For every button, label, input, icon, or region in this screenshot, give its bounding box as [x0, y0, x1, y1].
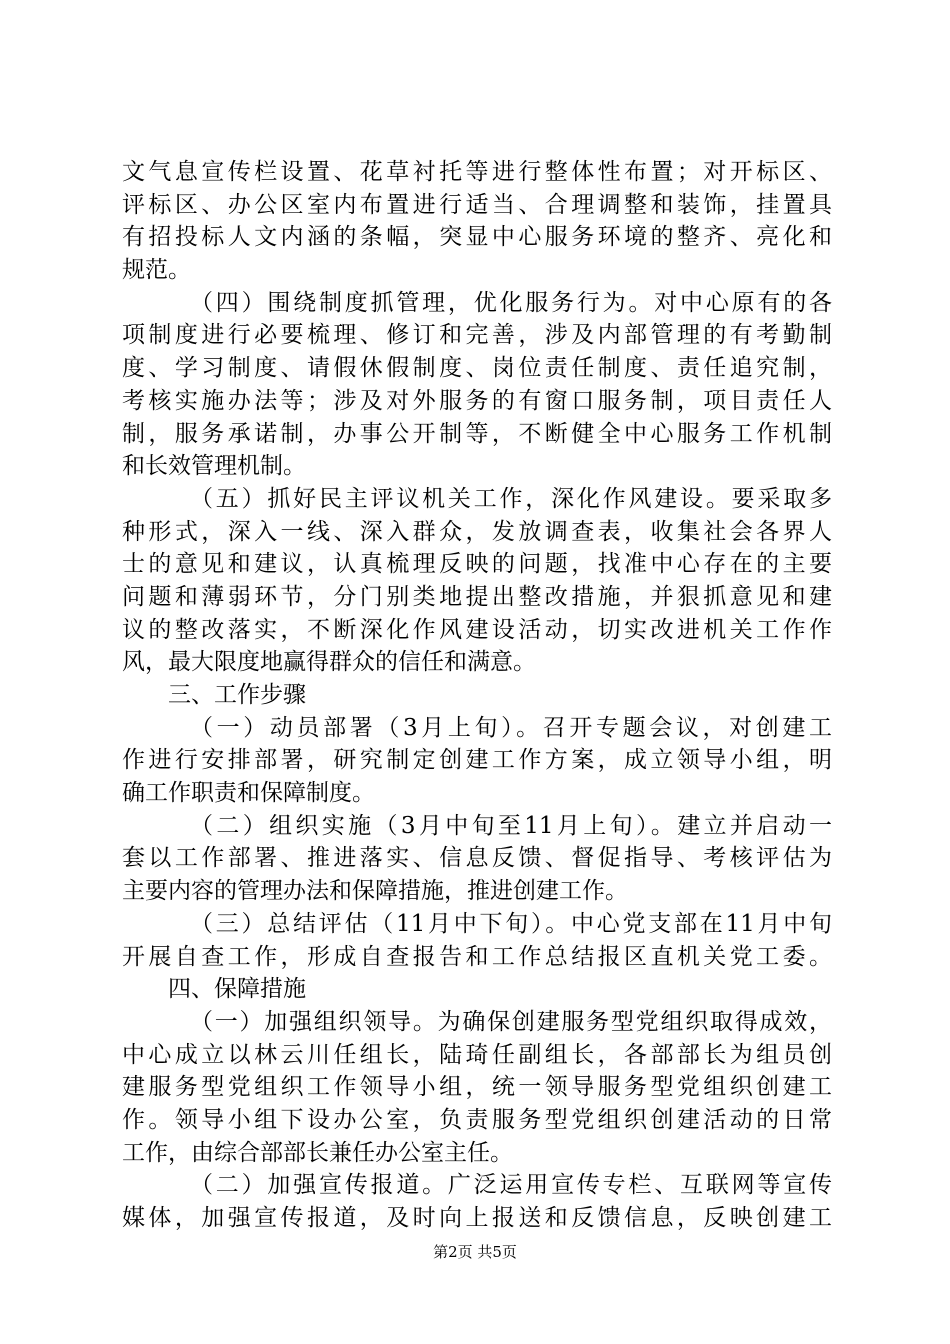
- body-line-25: 开展自查工作，形成自查报告和工作总结报区直机关党工委。: [122, 943, 832, 970]
- body-line-7: 度、学习制度、请假休假制度、岗位责任制度、责任追究制，: [122, 355, 832, 382]
- body-line-5: （四）围绕制度抓管理，优化服务行为。对中心原有的各: [190, 289, 832, 316]
- body-line-31: 工作，由综合部部长兼任办公室主任。: [122, 1139, 513, 1166]
- page-number-footer: 第2页 共5页: [433, 1243, 517, 1261]
- body-line-19: 作进行安排部署，研究制定创建工作方案，成立领导小组，明: [122, 747, 832, 774]
- body-line-12: 种形式，深入一线、深入群众，发放调查表，收集社会各界人: [122, 518, 832, 545]
- body-line-13: 士的意见和建议，认真梳理反映的问题，找准中心存在的主要: [122, 551, 832, 578]
- body-line-6: 项制度进行必要梳理、修订和完善，涉及内部管理的有考勤制: [122, 322, 832, 349]
- body-line-22: 套以工作部署、推进落实、信息反馈、督促指导、考核评估为: [122, 845, 832, 872]
- body-line-9: 制，服务承诺制，办事公开制等，不断健全中心服务工作机制: [122, 420, 832, 447]
- section-heading-4: 四、保障措施: [168, 976, 306, 1003]
- body-line-8: 考核实施办法等；涉及对外服务的有窗口服务制，项目责任人: [122, 387, 832, 414]
- body-line-1: 文气息宣传栏设置、花草衬托等进行整体性布置；对开标区、: [122, 159, 832, 185]
- body-line-24: （三）总结评估（11月中下旬）。中心党支部在11月中旬: [190, 910, 832, 937]
- body-line-29: 建服务型党组织工作领导小组，统一领导服务型党组织创建工: [122, 1074, 832, 1101]
- body-line-4: 规范。: [122, 257, 191, 284]
- body-line-27: （一）加强组织领导。为确保创建服务型党组织取得成效，: [190, 1008, 832, 1035]
- document-body: [122, 156, 832, 1235]
- body-line-20: 确工作职责和保障制度。: [122, 780, 375, 807]
- body-line-11: （五）抓好民主评议机关工作，深化作风建设。要采取多: [190, 485, 832, 512]
- body-line-33: 媒体，加强宣传报道，及时向上报送和反馈信息，反映创建工: [122, 1205, 832, 1231]
- section-heading-3: 三、工作步骤: [168, 682, 306, 708]
- body-line-18: （一）动员部署（3月上旬）。召开专题会议，对创建工: [190, 714, 832, 741]
- body-line-16: 风，最大限度地赢得群众的信任和满意。: [122, 649, 536, 676]
- body-line-10: 和长效管理机制。: [122, 453, 306, 480]
- body-line-30: 作。领导小组下设办公室，负责服务型党组织创建活动的日常: [122, 1106, 832, 1133]
- body-line-21: （二）组织实施（3月中旬至11月上旬）。建立并启动一: [190, 812, 832, 839]
- body-line-3: 有招投标人文内涵的条幅，突显中心服务环境的整齐、亮化和: [122, 224, 832, 251]
- body-line-14: 问题和薄弱环节，分门别类地提出整改措施，并狠抓意见和建: [122, 583, 832, 610]
- body-line-32: （二）加强宣传报道。广泛运用宣传专栏、互联网等宣传: [190, 1172, 832, 1199]
- body-line-15: 议的整改落实，不断深化作风建设活动，切实改进机关工作作: [122, 616, 832, 643]
- body-line-23: 主要内容的管理办法和保障措施，推进创建工作。: [122, 878, 628, 905]
- body-line-28: 中心成立以林云川任组长，陆琦任副组长，各部部长为组员创: [122, 1041, 832, 1068]
- body-line-2: 评标区、办公区室内布置进行适当、合理调整和装饰，挂置具: [122, 191, 832, 218]
